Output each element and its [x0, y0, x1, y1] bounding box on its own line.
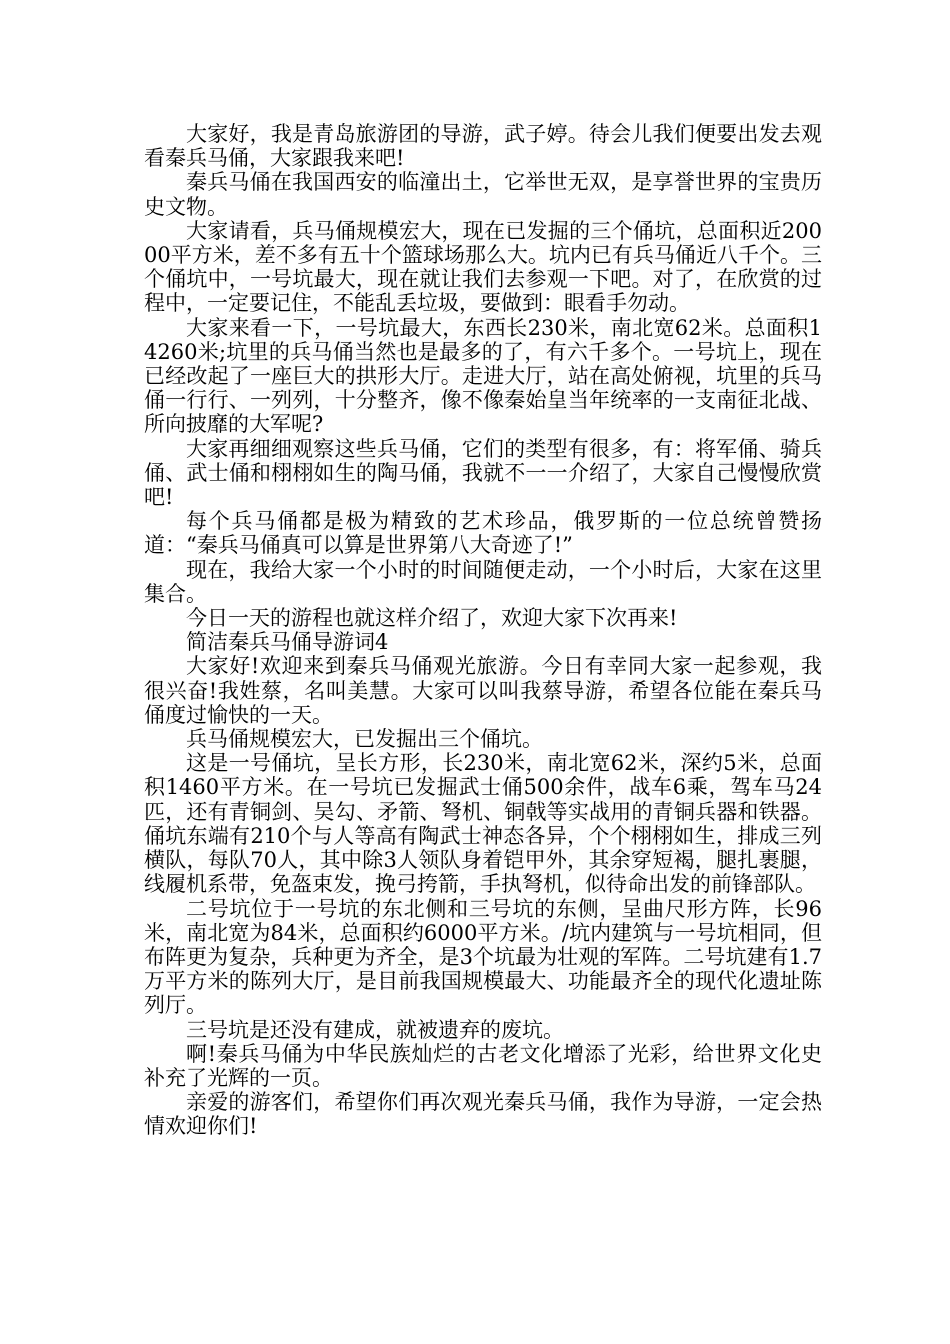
- document-body: [144, 122, 822, 1139]
- paragraph-pit-one-detail: 这是一号俑坑，呈长方形，长230米，南北宽62米，深约5米，总面积1460平方米。在一号坑已发掘武士俑500余件，战车6乘，驾车马24匹，还有青铜剑、吴勾、矛箭、弩机、铜戟等实战用的青铜兵器和铁器。俑坑东端有210个与人等高有陶武士神态各异，个个栩栩如生，排成三列横队，每队70人，其中除3人领队身着铠甲外，其余穿短褐，腿扎裹腿，线履机系带，免盔束发，挽弓挎箭，手执弩机，似待命出发的前锋部队。: [144, 751, 822, 897]
- paragraph-free-time: 现在，我给大家一个小时的时间随便走动，一个小时后，大家在这里集合。: [144, 557, 822, 606]
- paragraph-scale: 大家请看，兵马俑规模宏大，现在已发掘的三个俑坑，总面积近20000平方米，差不多有五十个篮球场那么大。坑内已有兵马俑近八千个。三个俑坑中，一号坑最大，现在就让我们去参观一下吧。对了，在欣赏的过程中，一定要记住，不能乱丢垃圾，要做到：眼看手勿动。: [144, 218, 822, 316]
- paragraph-pit-one: 大家来看一下，一号坑最大，东西长230米，南北宽62米。总面积14260米;坑里的兵马俑当然也是最多的了，有六千多个。一号坑上，现在已经改起了一座巨大的拱形大厅。走进大厅，站在高处俯视，坑里的兵马俑一行行、一列列，十分整齐，像不像秦始皇当年统率的一支南征北战、所向披靡的大军呢?: [144, 315, 822, 437]
- section-title: 简洁秦兵马俑导游词4: [186, 630, 389, 655]
- paragraph-types: 大家再细细观察这些兵马俑，它们的类型有很多，有：将军俑、骑兵俑、武士俑和栩栩如生的陶马俑，我就不一一介绍了，大家自己慢慢欣赏吧!: [144, 436, 822, 510]
- paragraph-culture: 啊!秦兵马俑为中华民族灿烂的古老文化增添了光彩，给世界文化史补充了光辉的一页。: [144, 1041, 822, 1090]
- paragraph-origin: 秦兵马俑在我国西安的临潼出土，它举世无双，是享誉世界的宝贵历史文物。: [144, 170, 822, 219]
- paragraph-praise: 每个兵马俑都是极为精致的艺术珍品，俄罗斯的一位总统曾赞扬道：“秦兵马俑真可以算是世界第八大奇迹了!”: [144, 509, 822, 558]
- paragraph-welcome: 大家好!欢迎来到秦兵马俑观光旅游。今日有幸同大家一起参观，我很兴奋!我姓蔡，名叫美慧。大家可以叫我蔡导游，希望各位能在秦兵马俑度过愉快的一天。: [144, 654, 822, 727]
- paragraph-greeting: 大家好，我是青岛旅游团的导游，武子婷。待会儿我们便要出发去观看秦兵马俑，大家跟我来吧!: [144, 122, 822, 171]
- paragraph-three-pits: 兵马俑规模宏大，已发掘出三个俑坑。: [186, 727, 543, 752]
- paragraph-pit-two: 二号坑位于一号坑的东北侧和三号坑的东侧，呈曲尺形方阵，长96米，南北宽为84米，总面积约6000平方米。/坑内建筑与一号坑相同，但布阵更为复杂，兵种更为齐全，是3个坑最为壮观的军阵。二号坑建有1.7万平方米的陈列大厅，是目前我国规模最大、功能最齐全的现代化遗址陈列厅。: [144, 896, 822, 1018]
- paragraph-pit-three: 三号坑是还没有建成，就被遗弃的废坑。: [186, 1017, 564, 1042]
- paragraph-farewell: 今日一天的游程也就这样介绍了，欢迎大家下次再来!: [186, 606, 678, 631]
- paragraph-closing: 亲爱的游客们，希望你们再次观光秦兵马俑，我作为导游，一定会热情欢迎你们!: [144, 1090, 822, 1139]
